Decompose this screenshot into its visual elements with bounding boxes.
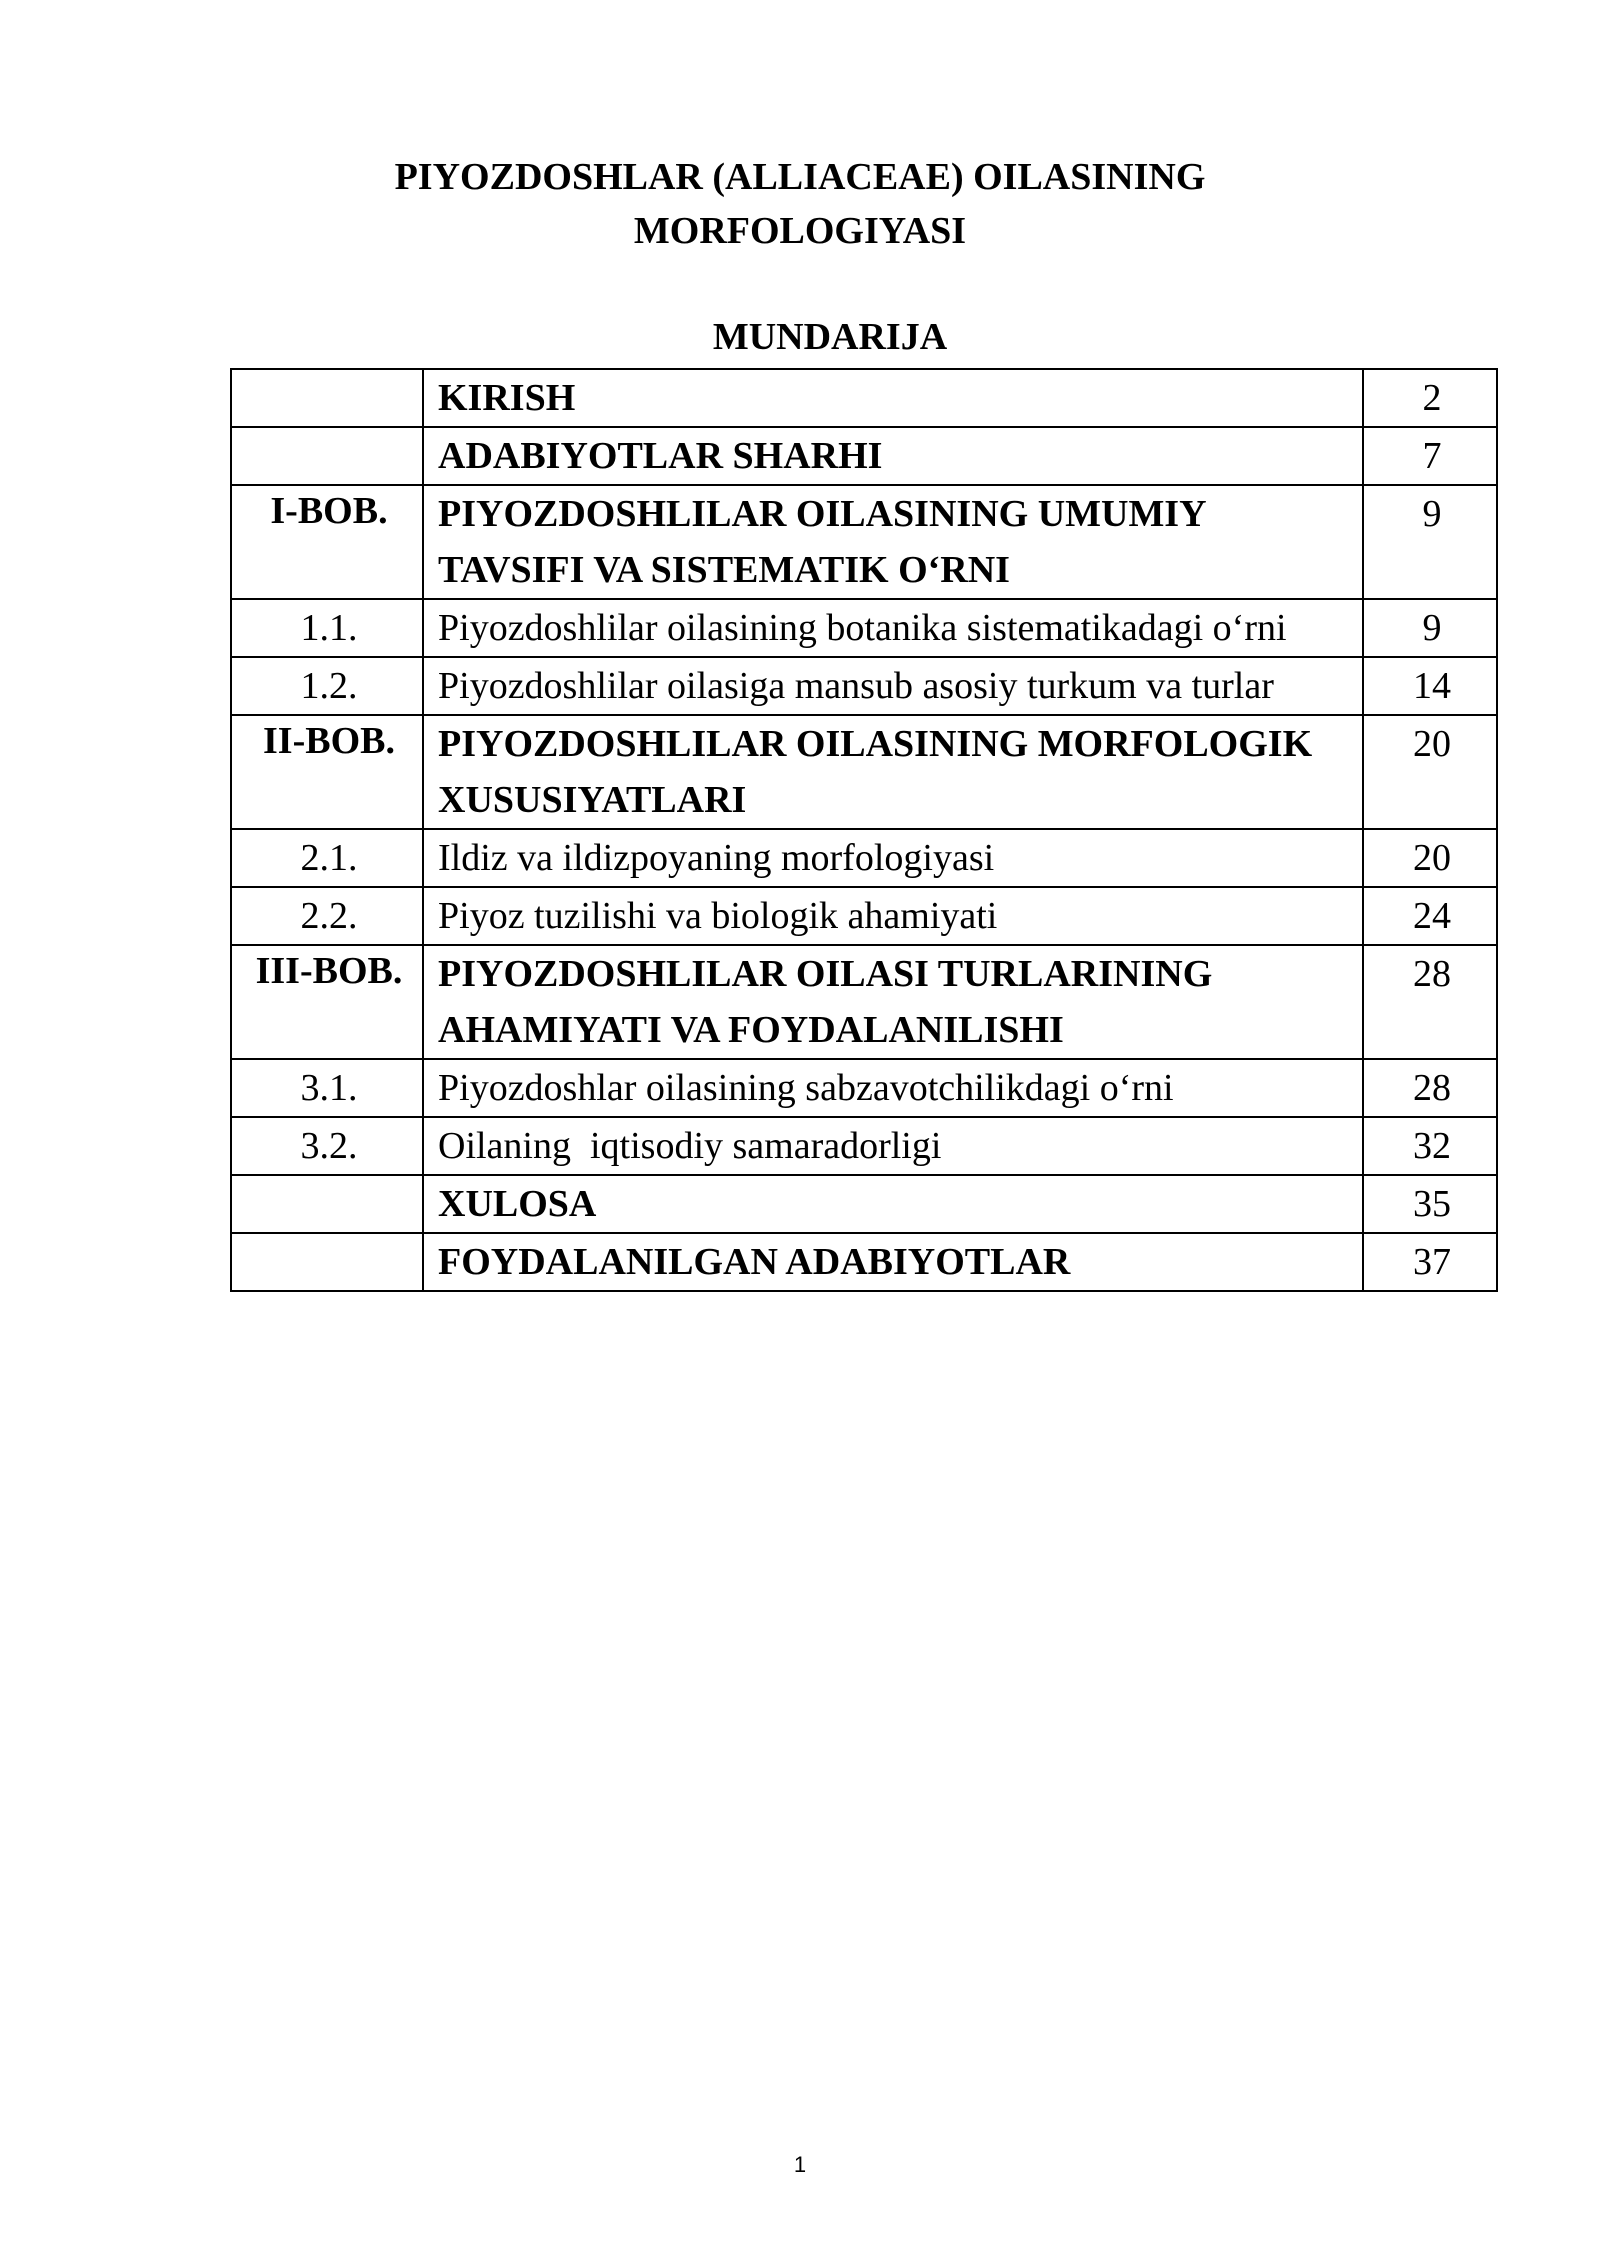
section-page: 7: [1363, 427, 1497, 485]
section-number: [231, 369, 423, 427]
table-row: [231, 1233, 1497, 1291]
section-number: [231, 427, 423, 485]
section-title: XULOSA: [423, 1175, 1363, 1233]
subsection-title: Ildiz va ildizpoyaning morfologiyasi: [423, 829, 1363, 887]
section-number: [231, 1175, 423, 1233]
section-page: 35: [1363, 1175, 1497, 1233]
chapter-number: I-BOB.: [231, 485, 423, 599]
table-row: [231, 887, 1497, 945]
section-title: FOYDALANILGAN ADABIYOTLAR: [423, 1233, 1363, 1291]
subsection-page: 14: [1363, 657, 1497, 715]
subsection-page: 24: [1363, 887, 1497, 945]
subsection-number: 1.2.: [231, 657, 423, 715]
chapter-page: 28: [1363, 945, 1497, 1059]
table-row: [231, 599, 1497, 657]
table-row: [231, 369, 1497, 427]
section-number: [231, 1233, 423, 1291]
chapter-title: PIYOZDOSHLILAR OILASINING UMUMIY TAVSIFI VA SISTEMATIK O‘RNI: [423, 485, 1363, 599]
subsection-number: 2.1.: [231, 829, 423, 887]
chapter-number: III-BOB.: [231, 945, 423, 1059]
chapter-title: PIYOZDOSHLILAR OILASINING MORFOLOGIK XUSUSIYATLARI: [423, 715, 1363, 829]
subsection-number: 1.1.: [231, 599, 423, 657]
subsection-page: 28: [1363, 1059, 1497, 1117]
table-row: [231, 1059, 1497, 1117]
subsection-title: Piyozdoshlar oilasining sabzavotchilikdagi o‘rni: [423, 1059, 1363, 1117]
document-title-line-2: MORFOLOGIYASI: [633, 210, 967, 252]
document-title-line-1: PIYOZDOSHLAR (ALLIACEAE) OILASINING: [394, 156, 1206, 198]
subsection-title: Oilaning iqtisodiy samaradorligi: [423, 1117, 1363, 1175]
subsection-page: 32: [1363, 1117, 1497, 1175]
table-row: [231, 945, 1497, 1059]
table-row: [231, 657, 1497, 715]
document-title: [0, 150, 1600, 258]
chapter-page: 9: [1363, 485, 1497, 599]
subsection-title: Piyozdoshlilar oilasining botanika sistematikadagi o‘rni: [423, 599, 1363, 657]
table-row: [231, 715, 1497, 829]
chapter-number: II-BOB.: [231, 715, 423, 829]
section-title: KIRISH: [423, 369, 1363, 427]
subsection-page: 20: [1363, 829, 1497, 887]
toc-heading: MUNDARIJA: [712, 316, 948, 358]
chapter-title: PIYOZDOSHLILAR OILASI TURLARINING AHAMIYATI VA FOYDALANILISHI: [423, 945, 1363, 1059]
subsection-number: 3.2.: [231, 1117, 423, 1175]
table-of-contents: [230, 368, 1498, 1292]
table-row: [231, 485, 1497, 599]
section-title: ADABIYOTLAR SHARHI: [423, 427, 1363, 485]
table-row: [231, 1175, 1497, 1233]
page-number: 1: [793, 2152, 807, 2177]
subsection-number: 2.2.: [231, 887, 423, 945]
table-row: [231, 427, 1497, 485]
table-row: [231, 1117, 1497, 1175]
subsection-title: Piyoz tuzilishi va biologik ahamiyati: [423, 887, 1363, 945]
section-page: 37: [1363, 1233, 1497, 1291]
subsection-page: 9: [1363, 599, 1497, 657]
chapter-page: 20: [1363, 715, 1497, 829]
table-row: [231, 829, 1497, 887]
subsection-title: Piyozdoshlilar oilasiga mansub asosiy turkum va turlar: [423, 657, 1363, 715]
section-page: 2: [1363, 369, 1497, 427]
subsection-number: 3.1.: [231, 1059, 423, 1117]
